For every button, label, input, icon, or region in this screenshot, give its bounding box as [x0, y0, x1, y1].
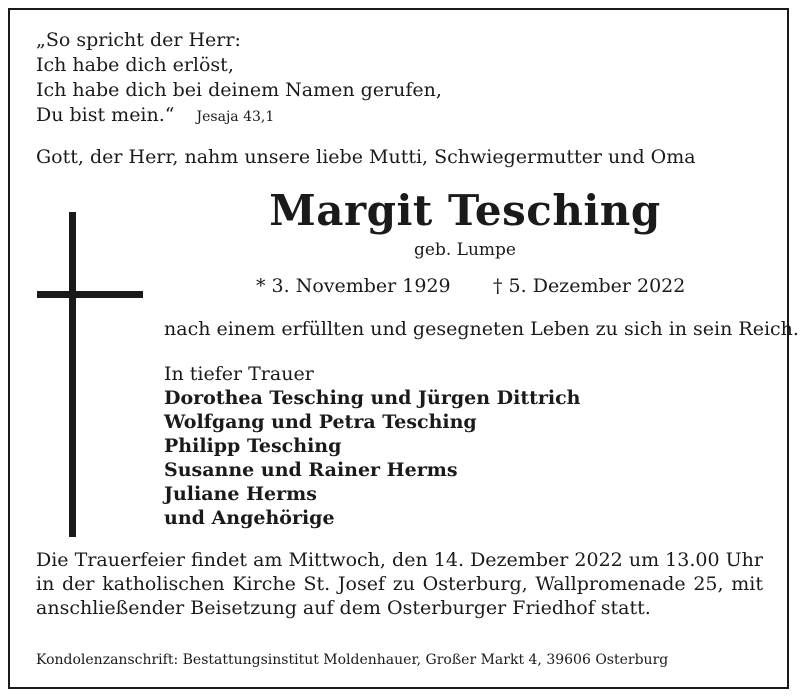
birth-date: * 3. November 1929 — [256, 275, 451, 297]
cross-vertical-bar — [69, 212, 76, 537]
deceased-name: Margit Tesching — [269, 186, 661, 235]
intro-text: Gott, der Herr, nahm unsere liebe Mutti, Schwiegermutter und Oma — [36, 146, 696, 168]
mourner-name: Juliane Herms — [164, 483, 317, 505]
mourner-name: Susanne und Rainer Herms — [164, 459, 458, 481]
quote-line: Ich habe dich bei deinem Namen gerufen, — [36, 79, 442, 101]
cross-horizontal-bar — [37, 291, 143, 298]
mourner-name: und Angehörige — [164, 507, 335, 529]
bible-quote — [36, 28, 442, 130]
mourners-heading: In tiefer Trauer — [164, 363, 314, 385]
mourner-name: Wolfgang und Petra Tesching — [164, 411, 477, 433]
birth-name: geb. Lumpe — [414, 240, 516, 260]
mourner-name: Dorothea Tesching und Jürgen Dittrich — [164, 387, 581, 409]
quote-line — [36, 103, 442, 130]
mourners-block — [164, 362, 581, 530]
quote-line: Ich habe dich erlöst, — [36, 54, 234, 76]
quote-line-text: Du bist mein.“ — [36, 104, 175, 126]
quote-line: „So spricht der Herr: — [36, 29, 241, 51]
quote-reference: Jesaja 43,1 — [196, 109, 275, 125]
ceremony-info: Die Trauerfeier findet am Mittwoch, den 14. Dezember 2022 um 13.00 Uhr in der katholischen Kirche St. Josef zu Osterburg, Wallpromenade 25, mit anschließender Beisetzung auf dem Osterburger Friedhof statt. — [36, 549, 763, 619]
condolence-address: Kondolenzanschrift: Bestattungsinstitut Moldenhauer, Großer Markt 4, 39606 Osterburg — [36, 652, 669, 668]
mourner-name: Philipp Tesching — [164, 435, 342, 457]
reign-line: nach einem erfüllten und gesegneten Leben zu sich in sein Reich. — [164, 318, 799, 340]
death-date: † 5. Dezember 2022 — [493, 275, 686, 297]
